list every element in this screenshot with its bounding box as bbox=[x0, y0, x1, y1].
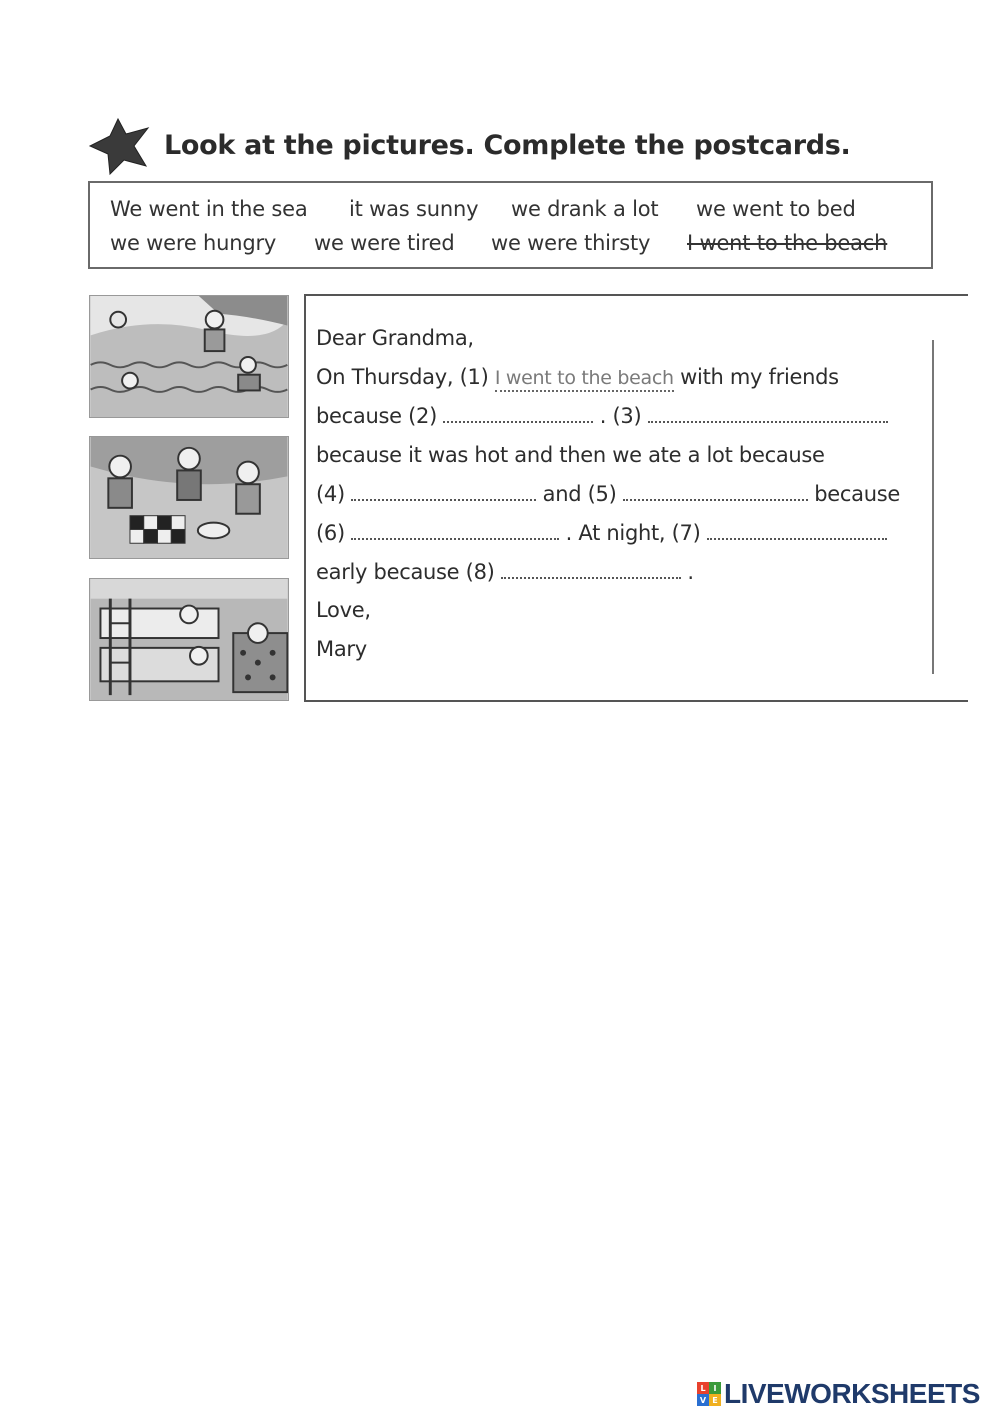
exercise-header bbox=[88, 116, 968, 176]
line-text: (6) bbox=[316, 521, 345, 545]
word-option: it was sunny bbox=[349, 197, 479, 221]
word-option: we were thirsty bbox=[491, 231, 651, 255]
word-option: we were tired bbox=[314, 231, 455, 255]
word-option: we were hungry bbox=[110, 231, 277, 255]
logo-letter: I bbox=[709, 1382, 721, 1394]
logo-letter: L bbox=[697, 1382, 709, 1394]
answer-field-7[interactable] bbox=[707, 522, 887, 540]
brand-text: LIVEWORKSHEETS bbox=[724, 1378, 980, 1409]
liveworksheets-brand bbox=[697, 1378, 980, 1410]
line-text: because bbox=[814, 482, 901, 506]
exercise-title: Look at the pictures. Complete the postcards. bbox=[164, 130, 851, 161]
postcard-greeting: Dear Grandma, bbox=[316, 326, 474, 350]
postcard-line: because it was hot and then we ate a lot because bbox=[316, 443, 825, 467]
line-text: . bbox=[687, 560, 694, 584]
answer-field-5[interactable] bbox=[623, 483, 808, 501]
word-option: we went to bed bbox=[696, 197, 856, 221]
word-option-example: I went to the beach bbox=[687, 231, 888, 255]
postcard-divider bbox=[932, 340, 934, 674]
bedroom-illustration bbox=[90, 579, 288, 700]
answer-field-2[interactable] bbox=[443, 405, 593, 423]
answer-field-4[interactable] bbox=[351, 483, 536, 501]
postcard bbox=[304, 294, 968, 702]
word-option: we drank a lot bbox=[511, 197, 659, 221]
logo-letter: V bbox=[697, 1394, 709, 1406]
line-text: early because (8) bbox=[316, 560, 495, 584]
line-text: . At night, (7) bbox=[565, 521, 701, 545]
star-icon bbox=[88, 116, 150, 176]
postcard-line bbox=[316, 560, 694, 584]
answer-field-3[interactable] bbox=[648, 405, 888, 423]
picnic-illustration bbox=[90, 437, 288, 558]
line-text: because (2) bbox=[316, 404, 437, 428]
word-option: We went in the sea bbox=[110, 197, 308, 221]
postcard-signature: Mary bbox=[316, 637, 367, 661]
line-text: (4) bbox=[316, 482, 345, 506]
bedroom-sleeping-picture bbox=[89, 578, 289, 701]
answer-field-8[interactable] bbox=[501, 561, 681, 579]
picnic-picture bbox=[89, 436, 289, 559]
answer-field-6[interactable] bbox=[351, 522, 559, 540]
line-text: On Thursday, (1) bbox=[316, 365, 489, 389]
line-text: with my friends bbox=[680, 365, 839, 389]
postcard-closing: Love, bbox=[316, 598, 371, 622]
postcard-line bbox=[316, 482, 900, 506]
beach-swimming-picture bbox=[89, 295, 289, 418]
answer-field-1[interactable]: I went to the beach bbox=[495, 367, 674, 392]
beach-illustration bbox=[90, 296, 288, 417]
postcard-line bbox=[316, 365, 839, 389]
liveworksheets-logo-icon bbox=[697, 1382, 721, 1406]
word-bank bbox=[88, 181, 933, 269]
postcard-line bbox=[316, 521, 887, 545]
line-text: . (3) bbox=[599, 404, 642, 428]
postcard-line bbox=[316, 404, 888, 428]
logo-letter: E bbox=[709, 1394, 721, 1406]
line-text: and (5) bbox=[542, 482, 617, 506]
